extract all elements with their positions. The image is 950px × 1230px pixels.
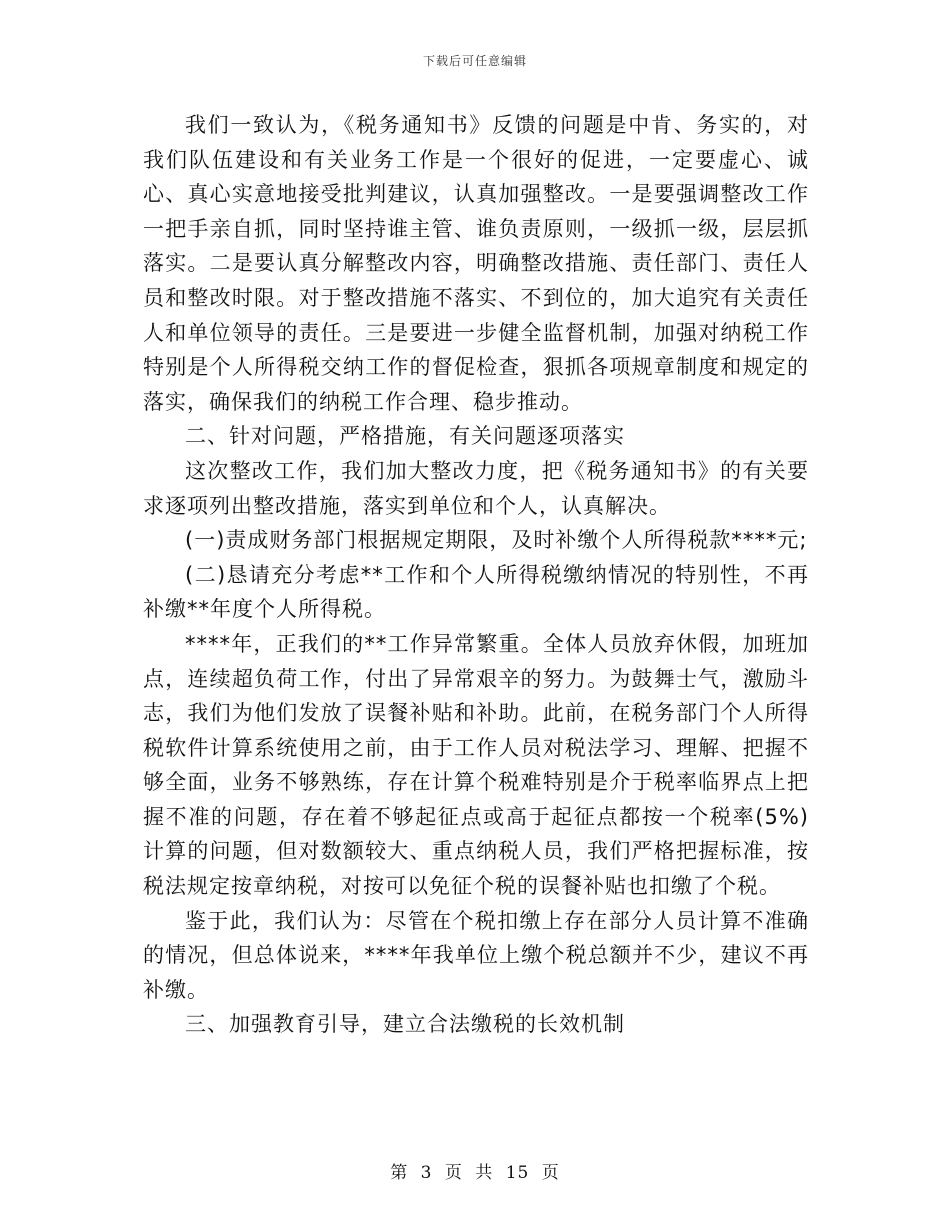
list-item-one: (一)责成财务部门根据规定期限，及时补缴个人所得税款****元; [185, 528, 808, 553]
page-header-note: 下载后可任意编辑 [422, 54, 527, 68]
document-body [143, 108, 809, 1042]
paragraph-rectification: 这次整改工作，我们加大整改力度，把《税务通知书》的有关要求逐项列出整改措施，落实到单位和个人，认真解决。 [143, 458, 809, 518]
paragraph-conclusion: 鉴于此，我们认为：尽管在个税扣缴上存在部分人员计算不准确的情况，但总体说来，****年我单位上缴个税总额并不少，建议不再补缴。 [143, 908, 809, 1002]
paragraph-commitment: 我们一致认为，《税务通知书》反馈的问题是中肯、务实的，对我们队伍建设和有关业务工作是一个很好的促进，一定要虚心、诚心、真心实意地接受批判建议，认真加强整改。一是要强调整改工作一把手亲自抓，同时坚持谁主管、谁负责原则，一级抓一级，层层抓落实。二是要认真分解整改内容，明确整改措施、责任部门、责任人员和整改时限。对于整改措施不落实、不到位的，加大追究有关责任人和单位领导的责任。三是要进一步健全监督机制，加强对纳税工作特别是个人所得税交纳工作的督促检查，狠抓各项规章制度和规定的落实，确保我们的纳税工作合理、稳步推动。 [143, 113, 809, 414]
paragraph-background: ****年，正我们的**工作异常繁重。全体人员放弃休假，加班加点，连续超负荷工作，付出了异常艰辛的努力。为鼓舞士气，激励斗志，我们为他们发放了误餐补贴和补助。此前，在税务部门个人所得税软件计算系统使用之前，由于工作人员对税法学习、理解、把握不够全面，业务不够熟练，存在计算个税难特别是介于税率临界点上把握不准的问题，存在着不够起征点或高于起征点都按一个税率(5%)计算的问题，但对数额较大、重点纳税人员，我们严格把握标准，按税法规定按章纳税，对按可以免征个税的误餐补贴也扣缴了个税。 [143, 631, 809, 899]
list-item-two: (二)恳请充分考虑**工作和个人所得税缴纳情况的特别性，不再补缴**年度个人所得税。 [143, 562, 809, 622]
page-number: 第 3 页 共 15 页 [390, 1163, 560, 1183]
section-heading-two: 二、针对问题，严格措施，有关问题逐项落实 [185, 424, 625, 449]
section-heading-three: 三、加强教育引导，建立合法缴税的长效机制 [185, 1012, 625, 1037]
